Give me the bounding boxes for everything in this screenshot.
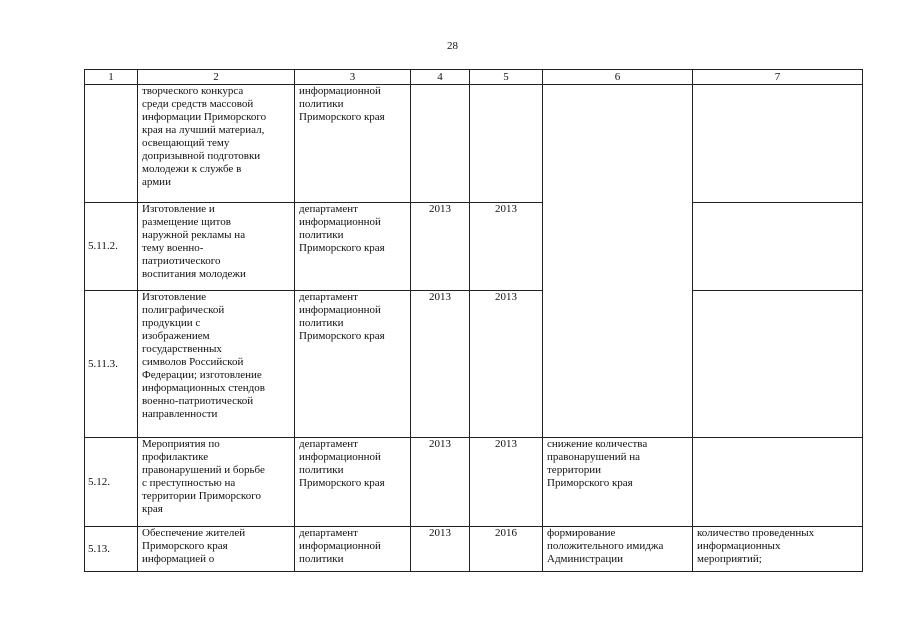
indicator-cell <box>693 85 863 203</box>
row-number: 5.11.2. <box>85 203 138 291</box>
indicator-cell: количество проведенных информационных мероприятий; <box>693 527 863 572</box>
result-cell-merged <box>543 85 693 438</box>
executor-cell: информационной политики Приморского края <box>295 85 411 203</box>
result-cell: формирование положительного имиджа Администрации <box>543 527 693 572</box>
col-header-7: 7 <box>693 70 863 85</box>
col-header-3: 3 <box>295 70 411 85</box>
end-year-cell <box>470 85 543 203</box>
activity-cell: творческого конкурса среди средств массовой информации Приморского края на лучший материал, освещающий тему допризывной подготовки молодежи к службе в армии <box>138 85 295 203</box>
executor-cell: департамент информационной политики Приморского края <box>295 291 411 438</box>
start-year-cell: 2013 <box>411 203 470 291</box>
col-header-5: 5 <box>470 70 543 85</box>
indicator-cell <box>693 438 863 527</box>
header-row <box>85 70 863 85</box>
row-number: 5.13. <box>85 527 138 572</box>
col-header-1: 1 <box>85 70 138 85</box>
activity-cell: Изготовление полиграфической продукции с изображением государственных символов Российской Федерации; изготовление информационных стендов военно-патриотической направленности <box>138 291 295 438</box>
activity-cell: Изготовление и размещение щитов наружной рекламы на тему военно- патриотического воспитания молодежи <box>138 203 295 291</box>
indicator-cell <box>693 291 863 438</box>
end-year-cell: 2013 <box>470 438 543 527</box>
start-year-cell: 2013 <box>411 438 470 527</box>
start-year-cell: 2013 <box>411 527 470 572</box>
col-header-4: 4 <box>411 70 470 85</box>
end-year-cell: 2013 <box>470 291 543 438</box>
row-number: 5.11.3. <box>85 291 138 438</box>
activity-cell: Мероприятия по профилактике правонарушений и борьбе с преступностью на территории Приморского края <box>138 438 295 527</box>
table-row <box>85 527 863 572</box>
table-row <box>85 438 863 527</box>
executor-cell: департамент информационной политики Приморского края <box>295 203 411 291</box>
indicator-cell <box>693 203 863 291</box>
row-number: 5.12. <box>85 438 138 527</box>
table-row <box>85 85 863 203</box>
measures-table <box>84 69 863 572</box>
table-row <box>85 291 863 438</box>
start-year-cell <box>411 85 470 203</box>
activity-cell: Обеспечение жителей Приморского края информацией о <box>138 527 295 572</box>
executor-cell: департамент информационной политики <box>295 527 411 572</box>
row-number <box>85 85 138 203</box>
page-number: 28 <box>447 40 458 52</box>
executor-cell: департамент информационной политики Приморского края <box>295 438 411 527</box>
start-year-cell: 2013 <box>411 291 470 438</box>
end-year-cell: 2013 <box>470 203 543 291</box>
col-header-6: 6 <box>543 70 693 85</box>
result-cell: снижение количества правонарушений на территории Приморского края <box>543 438 693 527</box>
col-header-2: 2 <box>138 70 295 85</box>
table-row <box>85 203 863 291</box>
end-year-cell: 2016 <box>470 527 543 572</box>
